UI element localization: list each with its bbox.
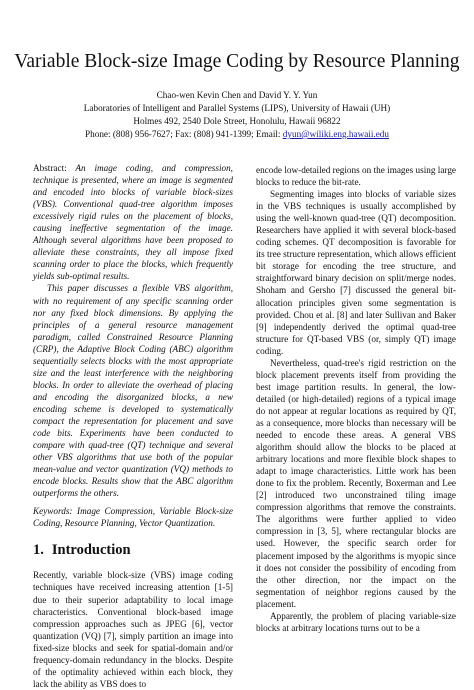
address: Holmes 492, 2540 Dole Street, Honolulu, Hawaii 96822	[133, 116, 341, 126]
paper-title: Variable Block-size Image Coding by Resource Planning	[14, 51, 460, 72]
intro-paragraph-1: Recently, variable block-size (VBS) image coding techniques have received increasing attention [1-5] due to their superior adaptability to local image characteristics. Conventional block-based image compression approaches such as JPEG [6], vector quantization (VQ) [7], simply partition an image into fixed-size blocks and seek for spatial-domain and/or frequency-domain redundancy in the blocks. Despite of the optimality achieved within each block, they lack the ability as VBS does to	[33, 570, 233, 689]
section-heading-introduction	[33, 541, 233, 559]
section-number: 1.	[33, 542, 44, 559]
right-column	[256, 164, 456, 634]
abstract-text-1: An image coding, and compression, technique is presented, where an image is segmented and encoded into blocks of variable block-sizes (VBS). Conventional quad-tree algorithm imposes excessively rigid rules on the placement of blocks, causing ineffective segmentation of the image. Although several algorithms have been proposed to alleviate these constraints, they all impose fixed scanning order to place the blocks, which frequently yields sub-optimal results.	[33, 163, 233, 282]
section-title: Introduction	[51, 542, 131, 559]
author-block	[0, 89, 474, 141]
intro-paragraph-3: Nevertheless, quad-tree's rigid restriction on the block placement prevents itself from providing the best image partition results. In general, the low-detailed (or high-detailed) regions of a typical image do not appear at regular locations as required by QT, as a consequence, more blocks than necessary will be needed to encode these areas. A general VBS algorithm should allow the blocks to be placed at arbitrary locations and more flexible block shapes to adapt to image characteristics. Little work has been done to fix the problem. Recently, Boxerman and Lee [2] introduced two unconstrained tiling image compression algorithms that remove the constraints. The algorithms were further applied to video compression in [3, 5], where rectangular blocks are used. However, the specific search order for placement imposed by the algorithms is myopic since it does not consider the possibility of encoding from the other direction, nor the impact on the segmentation of neighbor regions caused by the placement.	[256, 357, 456, 609]
intro-paragraph-1-continued: encode low-detailed regions on the images using large blocks to reduce the bit-rate.	[256, 165, 456, 188]
affiliation: Laboratories of Intelligent and Parallel Systems (LIPS), University of Hawaii (UH)	[83, 103, 391, 113]
intro-paragraph-4: Apparently, the problem of placing variable-size blocks at arbitrary locations turns out to be a	[256, 610, 456, 633]
email-link[interactable]: dyun@wiliki.eng.hawaii.edu	[282, 129, 389, 139]
contact-line	[0, 128, 474, 141]
abstract-label: Abstract:	[33, 163, 67, 173]
intro-paragraph-2: Segmenting images into blocks of variable sizes in the VBS techniques is usually accomplished by using the well-known quad-tree (QT) decomposition. Researchers have applied it with several block-based coding schemes. QT decomposition is favorable for its tree structure representation, which allows efficient bit storage for encoding the tree structure, and straightforward binary decision on split/merge nodes. Shoham and Gersho [7] discussed the general bit-allocation principles given some segmentation is provided. Chou et al. [8] and later Sullivan and Baker [9] independently derived the optimal quad-tree structure for QT-based VBS (or, simply QT) image coding.	[256, 189, 456, 356]
left-column	[33, 162, 233, 690]
abstract-paragraph-2: This paper discusses a flexible VBS algorithm, with no requirement of any specific scanning order nor any fixed block dimensions. By applying the principles of a general resource management paradigm, called Constrained Resource Planning (CRP), the Adaptive Block Coding (ABC) algorithm sequentially selects blocks with the most appropriate size and the least interference with the neighboring blocks. In order to alleviate the overhead of placing and encoding the disorganized blocks, a new encoding scheme is developed to systematically compact the representation for placement and save code bits. Experiments have been conducted to compare with quad-tree (QT) technique and several other VBS algorithms that use both of the popular mean-value and vector quantization (VQ) methods to encode blocks. Results show that the ABC algorithm outperforms the others.	[33, 283, 233, 499]
contact-info: Phone: (808) 956-7627; Fax: (808) 941-1399; Email:	[85, 129, 283, 139]
author-names: Chao-wen Kevin Chen and David Y. Y. Yun	[156, 90, 318, 100]
abstract-paragraph-1	[33, 162, 233, 282]
keywords: Keywords: Image Compression, Variable Block-size Coding, Resource Planning, Vector Quantization.	[33, 506, 233, 529]
